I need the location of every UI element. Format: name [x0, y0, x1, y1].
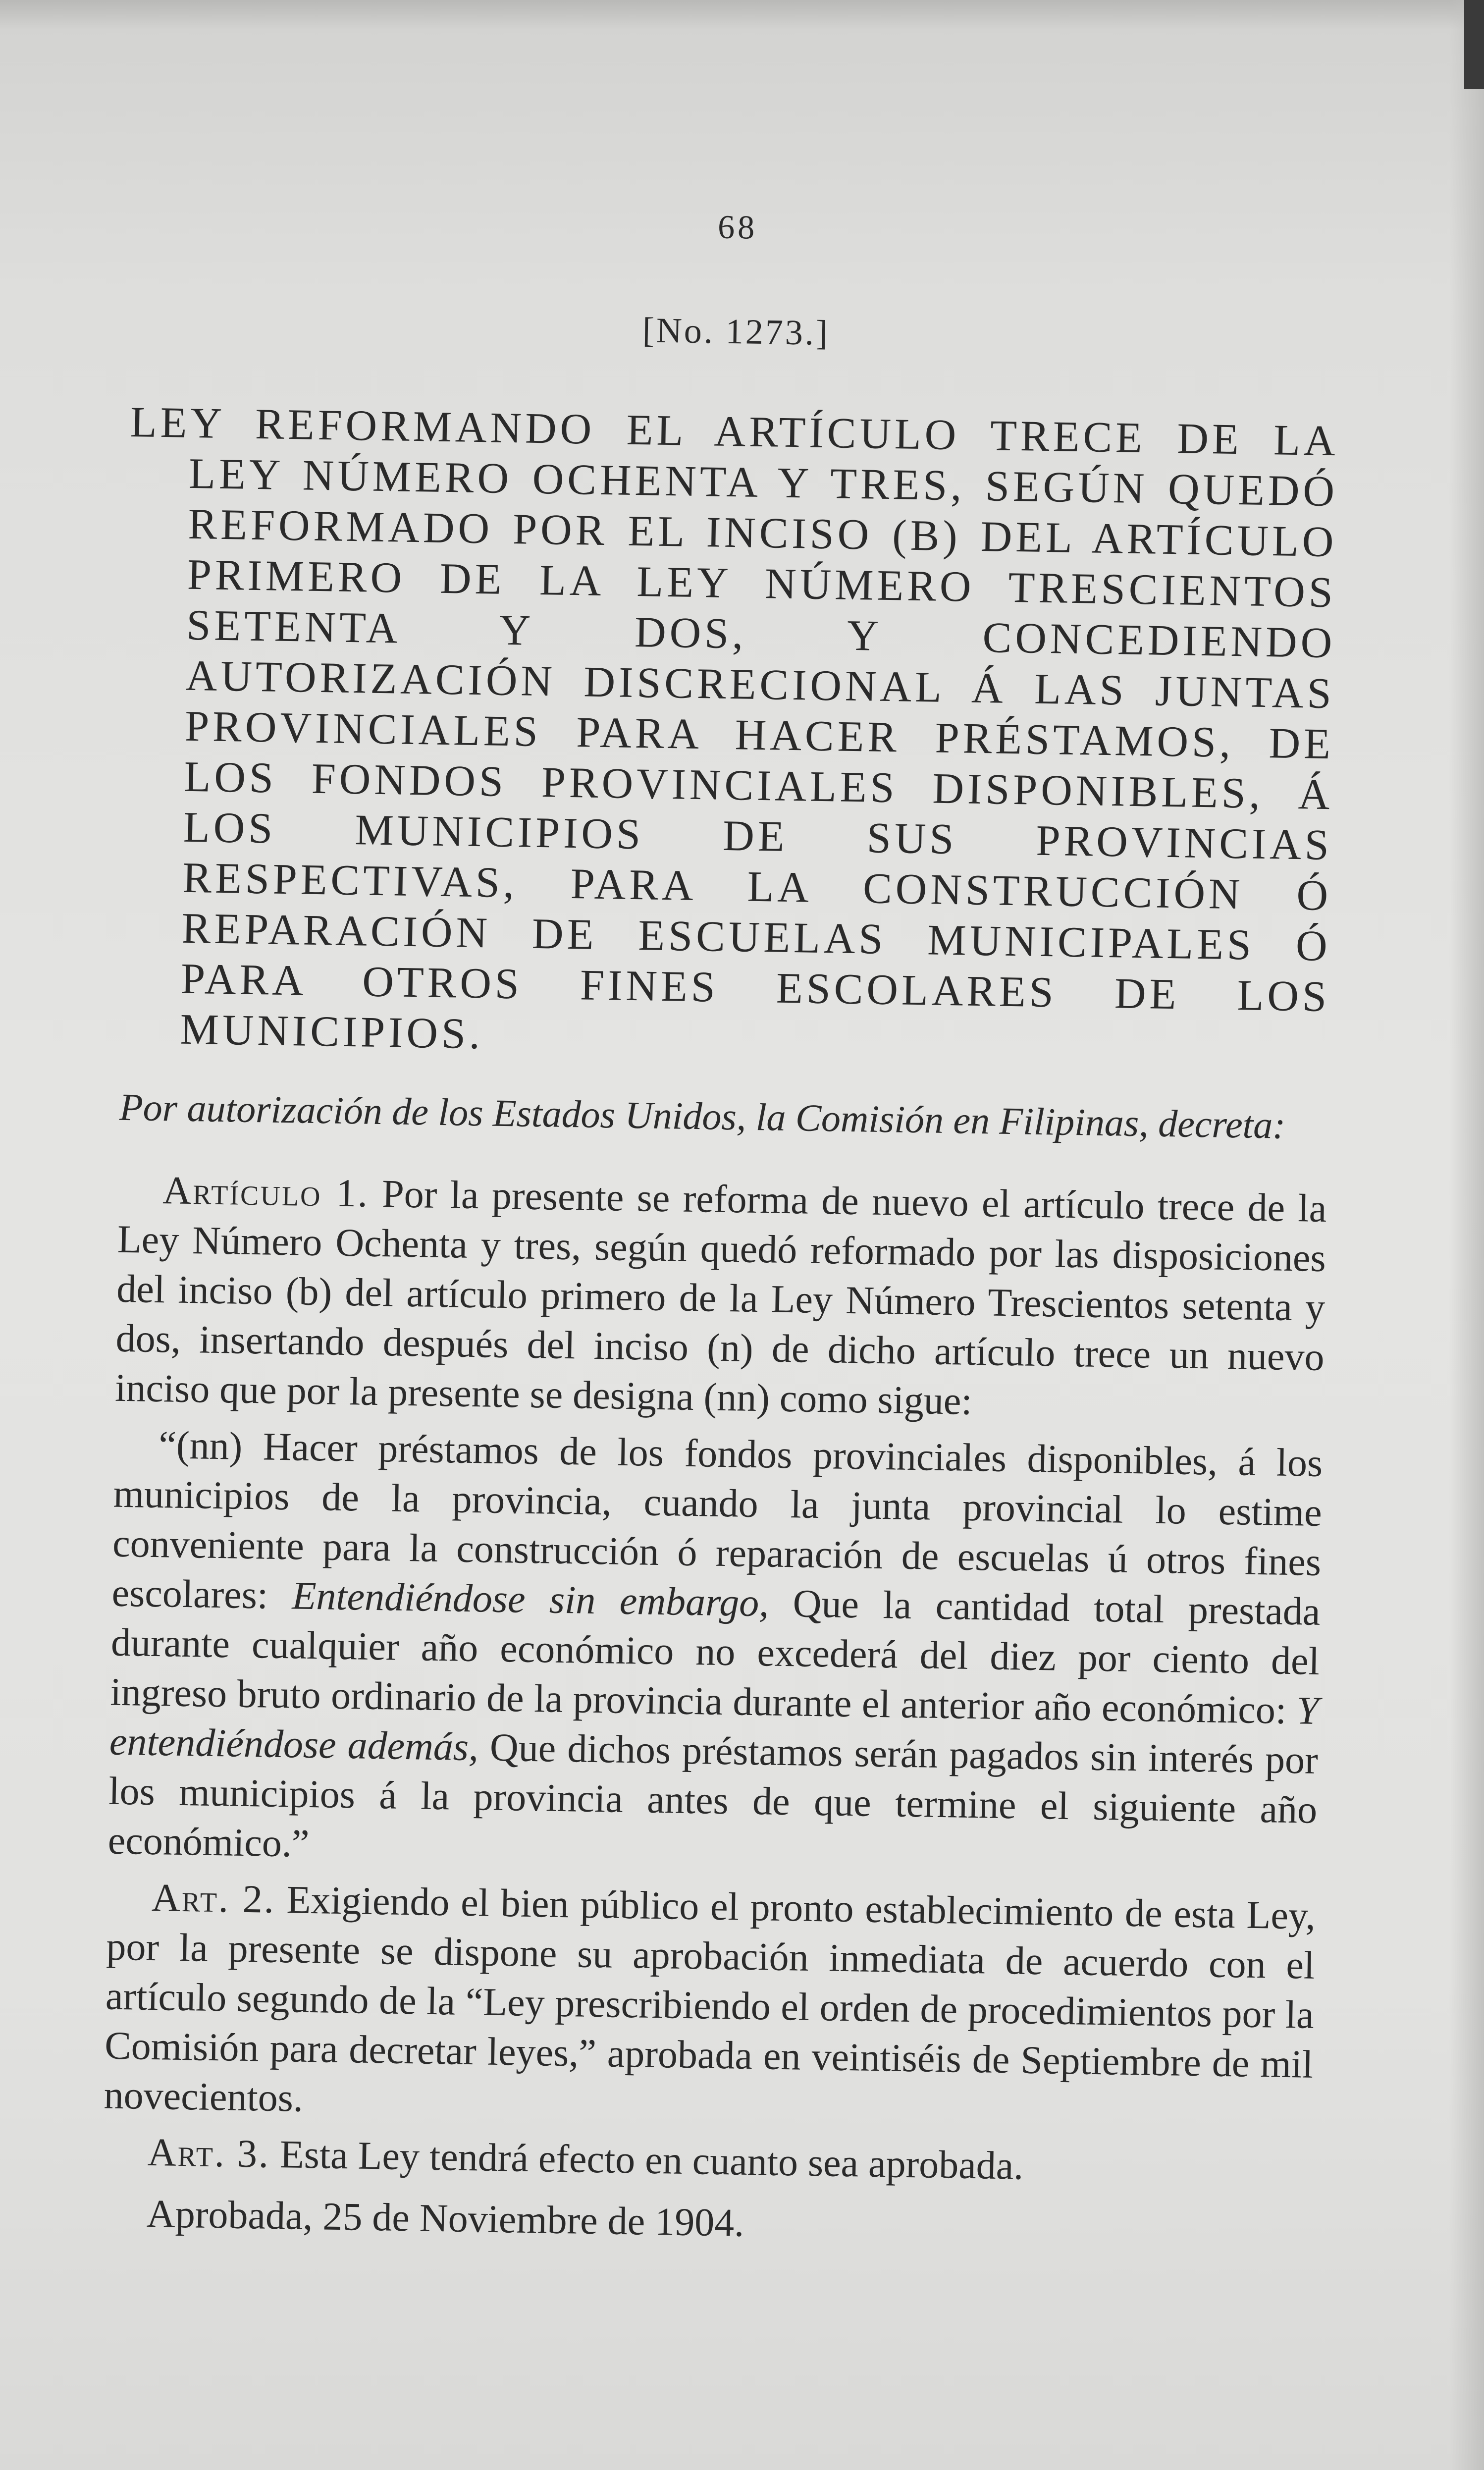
quoted-clause-part-2: Que la cantidad total prestada durante cualquier año económico no excederá del diez por ciento del ingreso bruto ordinario de la provincia durante el anterior año económico: [109, 1582, 1321, 1732]
article-3-text: Esta Ley tendrá efecto en cuanto sea aprobada. [279, 2133, 1024, 2188]
page-right-shadow [1449, 0, 1484, 2470]
page-text-block [102, 198, 1342, 2257]
article-1-label: Artículo 1. [162, 1169, 370, 1216]
quoted-clause-proviso-1: Entendiéndose sin embargo, [291, 1574, 770, 1625]
article-1 [114, 1165, 1327, 1432]
article-3-label: Art. 3. [147, 2130, 270, 2176]
article-2-label: Art. 2. [151, 1876, 276, 1922]
law-title: LEY REFORMANDO EL ARTÍCULO TRECE DE LA LEY NÚMERO OCHENTA Y TRES, SEGÚN QUEDÓ REFORMADO POR EL INCISO (B) DEL ARTÍCULO PRIMERO DE LA LEY NÚMERO TRESCIENTOS SETENTA Y DOS, Y CONCEDIENDO AUTORIZACIÓN DISCRECIONAL Á LAS JUNTAS PROVINCIALES PARA HACER PRÉSTAMOS, DE LOS FONDOS PROVINCIALES DISPONIBLES, Á LOS MUNICIPIOS DE SUS PROVINCIAS RESPECTIVAS, PARA LA CONSTRUCCIÓN Ó REPARACIÓN DE ESCUELAS MUNICIPALES Ó PARA OTROS FINES ESCOLARES DE LOS MUNICIPIOS. [130, 398, 1339, 1059]
approval-date: Aprobada, 25 de Noviembre de 1904. [146, 2192, 744, 2245]
quoted-clause [107, 1420, 1323, 1884]
article-1-text: Por la presente se reforma de nuevo el artículo trece de la Ley Número Ochenta y tres, según quedó reformado por las disposiciones del inciso (b) del artículo primero de la Ley Número Trescientos setenta y dos, insertando después del inciso (n) de dicho artículo trece un nuevo inciso que por la presente se designa (nn) como sigue: [114, 1172, 1327, 1423]
article-3 [103, 2127, 1312, 2196]
page-top-shadow [0, 0, 1484, 30]
enacting-clause: Por autorización de los Estados Unidos, la Comisión en Filipinas, decreta: [119, 1085, 1286, 1147]
quoted-clause-part-1: “(nn) Hacer préstamos de los fondos provinciales disponibles, á los municipios de la provincia, cuando la junta provincial lo estime conveniente para la construcción ó reparación de escuelas ú otros fines escolares: [111, 1423, 1323, 1617]
dark-corner-edge [1464, 0, 1484, 89]
quoted-clause-part-3: Que dichos préstamos serán pagados sin interés por los municipios á la provincia antes de que termine el siguiente año económico.” [107, 1725, 1319, 1866]
article-2 [104, 1873, 1316, 2139]
article-2-text: Exigiendo el bien público el pronto establecimiento de esta Ley, por la presente se dispone su aprobación inmediata de acuerdo con el artículo segundo de la “Ley prescribiendo el orden de procedimientos por la Comisión para decretar leyes,” aprobada en veintiséis de Septiembre de mil novecientos. [104, 1878, 1316, 2120]
quoted-clause-proviso-2: Y entendiéndose además, [109, 1689, 1320, 1770]
law-number: [No. 1273.] [642, 310, 830, 353]
page-number: 68 [717, 208, 758, 246]
